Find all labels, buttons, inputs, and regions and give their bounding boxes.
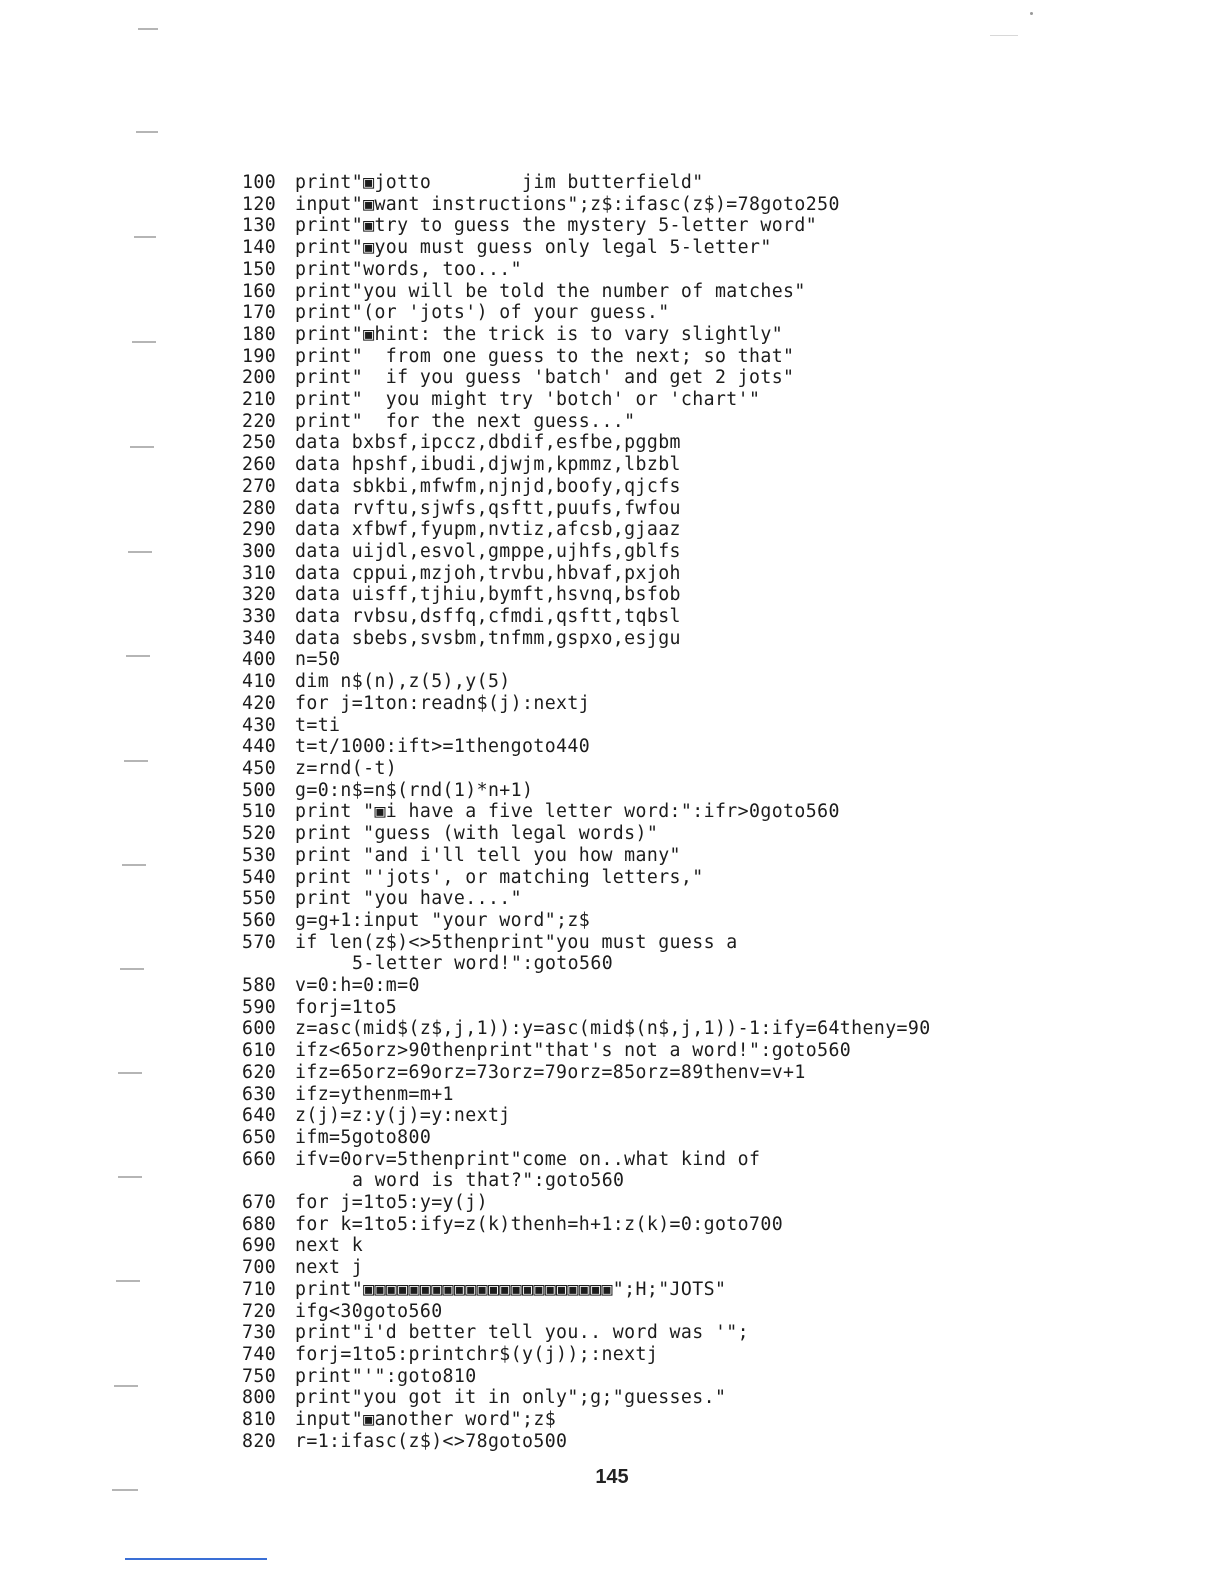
line-code: r=1:ifasc(z$)<>78goto500	[295, 1430, 568, 1452]
margin-mark	[134, 236, 156, 238]
line-number: 570	[242, 931, 277, 953]
line-number: 550	[242, 888, 277, 910]
code-line	[242, 1127, 1202, 1149]
line-number: 300	[242, 540, 277, 562]
line-code: data rvftu,sjwfs,qsftt,puufs,fwfou	[295, 497, 681, 519]
code-line	[242, 671, 1202, 693]
line-code: data rvbsu,dsffq,cfmdi,qsftt,tqbsl	[295, 606, 681, 628]
line-code: data cppui,mzjoh,trvbu,hbvaf,pxjoh	[295, 562, 681, 584]
code-line	[242, 932, 1202, 954]
line-number: 510	[242, 801, 277, 823]
code-line	[242, 1214, 1202, 1236]
line-number: 540	[242, 866, 277, 888]
code-line	[242, 259, 1202, 281]
line-code: for j=1ton:readn$(j):nextj	[295, 692, 591, 714]
code-line	[242, 1105, 1202, 1127]
line-code: print"'":goto810	[295, 1365, 477, 1387]
line-number: 270	[242, 475, 277, 497]
code-line	[242, 758, 1202, 780]
line-number: 440	[242, 736, 277, 758]
line-code: z=asc(mid$(z$,j,1)):y=asc(mid$(n$,j,1))-1:ify=64theny=90	[295, 1018, 931, 1040]
code-line	[242, 367, 1202, 389]
code-line	[242, 1322, 1202, 1344]
code-line	[242, 215, 1202, 237]
margin-mark	[124, 760, 148, 762]
line-number: 140	[242, 237, 277, 259]
line-number: 690	[242, 1235, 277, 1257]
code-line	[242, 997, 1202, 1019]
margin-mark	[120, 968, 144, 970]
margin-mark	[122, 864, 146, 866]
footer-rule	[125, 1558, 267, 1560]
line-code: ifz<65orz>90thenprint"that's not a word!":goto560	[295, 1040, 852, 1062]
code-line	[242, 432, 1202, 454]
code-line	[242, 498, 1202, 520]
basic-program-listing	[242, 172, 1202, 1452]
line-number: 250	[242, 432, 277, 454]
code-line	[242, 736, 1202, 758]
line-number: 590	[242, 996, 277, 1018]
line-code: print" for the next guess..."	[295, 410, 636, 432]
code-line	[242, 1409, 1202, 1431]
code-line	[242, 411, 1202, 433]
line-number: 210	[242, 389, 277, 411]
code-line	[242, 454, 1202, 476]
margin-mark	[130, 446, 154, 448]
code-line	[242, 715, 1202, 737]
code-line	[242, 801, 1202, 823]
line-number: 810	[242, 1409, 277, 1431]
code-line	[242, 302, 1202, 324]
line-number: 700	[242, 1257, 277, 1279]
line-number: 750	[242, 1365, 277, 1387]
line-number: 400	[242, 649, 277, 671]
line-number: 420	[242, 692, 277, 714]
line-code: t=t/1000:ift>=1thengoto440	[295, 736, 591, 758]
line-code: ifz=65orz=69orz=73orz=79orz=85orz=89thenv=v+1	[295, 1061, 806, 1083]
line-code: g=g+1:input "your word";z$	[295, 909, 591, 931]
line-code: data hpshf,ibudi,djwjm,kpmmz,lbzbl	[295, 454, 681, 476]
code-line	[242, 389, 1202, 411]
line-code: print"words, too..."	[295, 258, 522, 280]
line-number: 660	[242, 1148, 277, 1170]
line-code: n=50	[295, 649, 341, 671]
line-code: input"▣another word";z$	[295, 1409, 557, 1431]
line-number: 720	[242, 1300, 277, 1322]
margin-mark	[114, 1385, 138, 1387]
line-number: 740	[242, 1343, 277, 1365]
line-number: 450	[242, 757, 277, 779]
code-line	[242, 1062, 1202, 1084]
line-number: 290	[242, 519, 277, 541]
line-number: 170	[242, 302, 277, 324]
code-line	[242, 867, 1202, 889]
margin-mark	[132, 341, 156, 343]
line-code: print "▣i have a five letter word:":ifr>0goto560	[295, 801, 840, 823]
code-line	[242, 606, 1202, 628]
line-number: 410	[242, 671, 277, 693]
line-number: 430	[242, 714, 277, 736]
line-code: a word is that?":goto560	[352, 1170, 625, 1192]
code-line	[242, 780, 1202, 802]
line-code: print "'jots', or matching letters,"	[295, 866, 704, 888]
line-number: 670	[242, 1192, 277, 1214]
code-line	[242, 1040, 1202, 1062]
code-line	[242, 628, 1202, 650]
code-line	[242, 953, 1202, 975]
line-number: 260	[242, 454, 277, 476]
line-code: for k=1to5:ify=z(k)thenh=h+1:z(k)=0:goto700	[295, 1213, 784, 1235]
line-code: forj=1to5:printchr$(y(j));:nextj	[295, 1343, 659, 1365]
line-number: 500	[242, 779, 277, 801]
code-line	[242, 1344, 1202, 1366]
line-number: 180	[242, 323, 277, 345]
line-code: data uisff,tjhiu,bymft,hsvnq,bsfob	[295, 584, 681, 606]
code-line	[242, 1387, 1202, 1409]
line-number: 320	[242, 584, 277, 606]
code-line	[242, 1084, 1202, 1106]
line-number: 730	[242, 1322, 277, 1344]
code-line	[242, 1018, 1202, 1040]
line-number: 630	[242, 1083, 277, 1105]
line-code: ifg<30goto560	[295, 1300, 443, 1322]
line-number: 820	[242, 1430, 277, 1452]
left-margin-marks	[0, 0, 200, 1584]
margin-mark	[112, 1489, 138, 1491]
margin-mark	[136, 131, 158, 133]
line-number: 200	[242, 367, 277, 389]
line-number: 280	[242, 497, 277, 519]
scan-speck	[1030, 12, 1033, 15]
line-code: print "you have...."	[295, 888, 522, 910]
code-line	[242, 1366, 1202, 1388]
code-line	[242, 519, 1202, 541]
line-number: 330	[242, 606, 277, 628]
line-number: 580	[242, 975, 277, 997]
page-number: 145	[595, 1466, 629, 1488]
line-code: g=0:n$=n$(rnd(1)*n+1)	[295, 779, 534, 801]
line-number: 560	[242, 909, 277, 931]
margin-mark	[118, 1072, 142, 1074]
margin-mark	[138, 28, 158, 30]
line-number: 620	[242, 1061, 277, 1083]
code-line	[242, 281, 1202, 303]
code-line	[242, 1431, 1202, 1453]
line-code: data uijdl,esvol,gmppe,ujhfs,gblfs	[295, 540, 681, 562]
code-line	[242, 1192, 1202, 1214]
line-code: print"(or 'jots') of your guess."	[295, 302, 670, 324]
code-line	[242, 693, 1202, 715]
line-number	[242, 1170, 295, 1192]
code-line	[242, 1301, 1202, 1323]
line-code: print"▣hint: the trick is to vary slightly"	[295, 323, 784, 345]
code-line	[242, 823, 1202, 845]
code-line	[242, 172, 1202, 194]
line-number: 130	[242, 215, 277, 237]
line-code: 5-letter word!":goto560	[352, 953, 614, 975]
line-code: print"▣▣▣▣▣▣▣▣▣▣▣▣▣▣▣▣▣▣▣▣▣▣";H;"JOTS"	[295, 1278, 727, 1300]
line-code: print"▣you must guess only legal 5-letter"	[295, 237, 772, 259]
line-number: 220	[242, 410, 277, 432]
line-code: data bxbsf,ipccz,dbdif,esfbe,pggbm	[295, 432, 681, 454]
scan-speck	[990, 35, 1018, 36]
line-number: 150	[242, 258, 277, 280]
code-line	[242, 1149, 1202, 1171]
line-number: 100	[242, 172, 277, 193]
code-line	[242, 324, 1202, 346]
line-number: 310	[242, 562, 277, 584]
line-code: for j=1to5:y=y(j)	[295, 1192, 488, 1214]
code-line	[242, 563, 1202, 585]
line-code: ifm=5goto800	[295, 1126, 432, 1148]
line-code: print"▣try to guess the mystery 5-letter word"	[295, 215, 818, 237]
margin-mark	[118, 1176, 142, 1178]
line-code: data sbkbi,mfwfm,njnjd,boofy,qjcfs	[295, 475, 681, 497]
code-line	[242, 975, 1202, 997]
code-line	[242, 845, 1202, 867]
margin-mark	[126, 655, 150, 657]
line-number: 530	[242, 844, 277, 866]
code-line	[242, 584, 1202, 606]
line-code: print" from one guess to the next; so that"	[295, 345, 795, 367]
line-code: next k	[295, 1235, 364, 1257]
code-line	[242, 1170, 1202, 1192]
line-number: 190	[242, 345, 277, 367]
line-number: 680	[242, 1213, 277, 1235]
line-code: print"▣jotto jim butterfield"	[295, 172, 704, 193]
line-number: 610	[242, 1040, 277, 1062]
line-code: print"you got it in only";g;"guesses."	[295, 1387, 727, 1409]
line-code: data xfbwf,fyupm,nvtiz,afcsb,gjaaz	[295, 519, 681, 541]
line-number: 640	[242, 1105, 277, 1127]
line-code: input"▣want instructions";z$:ifasc(z$)=78goto250	[295, 193, 840, 215]
line-code: print" you might try 'botch' or 'chart'"	[295, 389, 761, 411]
code-line	[242, 888, 1202, 910]
code-line	[242, 237, 1202, 259]
code-line	[242, 194, 1202, 216]
line-code: print"i'd better tell you.. word was '";	[295, 1322, 749, 1344]
line-code: t=ti	[295, 714, 341, 736]
line-number: 650	[242, 1126, 277, 1148]
line-number	[242, 953, 295, 975]
margin-mark	[116, 1280, 140, 1282]
line-code: ifv=0orv=5thenprint"come on..what kind of	[295, 1148, 761, 1170]
line-code: forj=1to5	[295, 996, 398, 1018]
line-number: 520	[242, 823, 277, 845]
code-line	[242, 476, 1202, 498]
code-line	[242, 910, 1202, 932]
line-number: 120	[242, 193, 277, 215]
code-line	[242, 1257, 1202, 1279]
line-code: next j	[295, 1257, 364, 1279]
margin-mark	[128, 551, 152, 553]
code-line	[242, 346, 1202, 368]
line-number: 160	[242, 280, 277, 302]
line-code: z=rnd(-t)	[295, 757, 398, 779]
code-line	[242, 649, 1202, 671]
line-code: dim n$(n),z(5),y(5)	[295, 671, 511, 693]
code-line	[242, 1279, 1202, 1301]
line-number: 340	[242, 627, 277, 649]
code-line	[242, 1235, 1202, 1257]
line-number: 710	[242, 1278, 277, 1300]
code-line	[242, 541, 1202, 563]
line-code: ifz=ythenm=m+1	[295, 1083, 454, 1105]
line-code: if len(z$)<>5thenprint"you must guess a	[295, 931, 738, 953]
line-code: print "and i'll tell you how many"	[295, 844, 681, 866]
line-code: print "guess (with legal words)"	[295, 823, 659, 845]
line-number: 600	[242, 1018, 277, 1040]
line-code: print"you will be told the number of matches"	[295, 280, 806, 302]
line-code: v=0:h=0:m=0	[295, 975, 420, 997]
line-code: print" if you guess 'batch' and get 2 jots"	[295, 367, 795, 389]
line-code: z(j)=z:y(j)=y:nextj	[295, 1105, 511, 1127]
line-number: 800	[242, 1387, 277, 1409]
line-code: data sbebs,svsbm,tnfmm,gspxo,esjgu	[295, 627, 681, 649]
